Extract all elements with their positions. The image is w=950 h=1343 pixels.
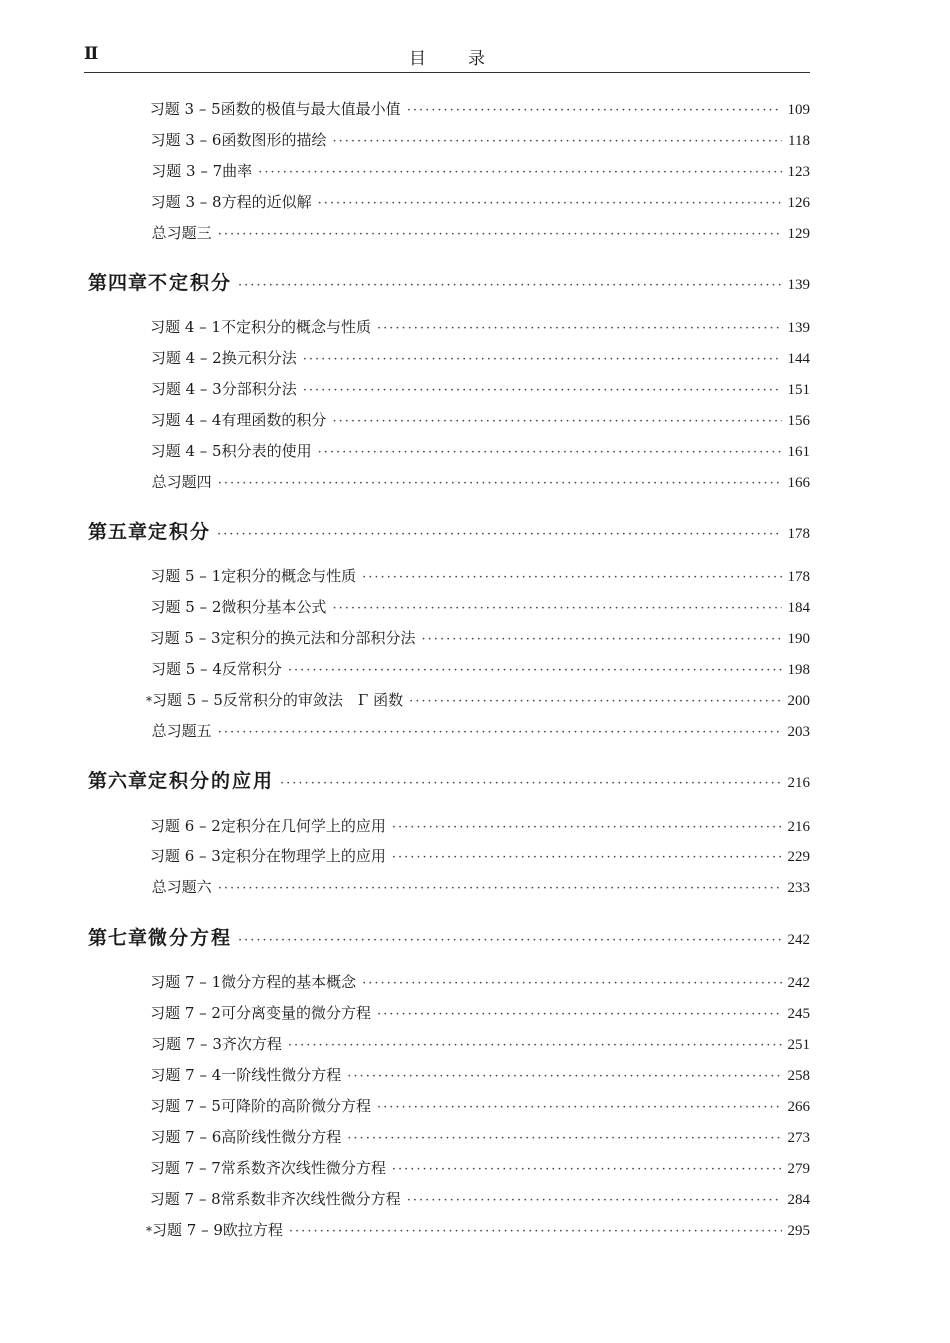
- dot-leader: [407, 1193, 782, 1208]
- toc-summary-entry[interactable]: [146, 222, 810, 246]
- page-ref: 229: [787, 849, 810, 865]
- dot-leader: [409, 694, 781, 709]
- exercise-number: 习题 3 – 7: [151, 162, 223, 180]
- exercise-number: 习题 5 – 1: [150, 567, 222, 585]
- exercise-number: 习题 5 – 2: [150, 598, 222, 616]
- running-title: 目录: [409, 49, 527, 69]
- exercise-number: 习题 7 – 9: [152, 1221, 223, 1239]
- chapter-number: 第六章: [88, 770, 149, 792]
- page-ref: 242: [787, 932, 810, 948]
- exercise-number: 习题 6 – 2: [149, 817, 221, 835]
- dot-leader: [422, 632, 782, 647]
- entry-title: 定积分在几何学上的应用: [220, 817, 386, 835]
- page-ref: 233: [787, 880, 810, 896]
- dot-leader: [217, 527, 781, 542]
- toc-exercise-entry[interactable]: [146, 971, 810, 995]
- toc-exercise-entry[interactable]: [146, 1126, 810, 1150]
- toc-exercise-entry[interactable]: [146, 815, 810, 839]
- page-ref: 242: [787, 975, 810, 991]
- dot-leader: [303, 383, 782, 398]
- toc-exercise-entry[interactable]: [146, 845, 810, 869]
- dot-leader: [332, 601, 781, 616]
- toc-chapter-entry[interactable]: [88, 268, 810, 296]
- toc-exercise-entry[interactable]: [146, 129, 810, 153]
- page-ref: 139: [787, 320, 810, 336]
- dot-leader: [407, 103, 782, 118]
- exercise-number: 习题 7 – 1: [150, 973, 222, 991]
- dot-leader: [288, 1038, 782, 1053]
- page-header: [84, 42, 810, 72]
- dot-leader: [362, 570, 781, 585]
- optional-marker: *: [146, 694, 152, 708]
- page-ref: 178: [787, 569, 810, 585]
- entry-title: 齐次方程: [221, 1035, 282, 1053]
- entry-title: 积分表的使用: [221, 442, 312, 460]
- exercise-number: 习题 5 – 3: [149, 629, 221, 647]
- entry-title: 方程的近似解: [221, 193, 312, 211]
- dot-leader: [218, 476, 782, 491]
- entry-title: 定积分的换元法和分部积分法: [220, 629, 416, 647]
- page-ref: 129: [787, 226, 810, 242]
- toc-summary-entry[interactable]: [146, 720, 810, 744]
- entry-title: 换元积分法: [221, 349, 297, 367]
- header-rule: [84, 72, 810, 73]
- exercise-number: 习题 4 – 3: [150, 380, 222, 398]
- chapter-number: 第四章: [88, 272, 149, 294]
- exercise-number: 习题 7 – 2: [150, 1004, 221, 1022]
- toc-exercise-entry[interactable]: [146, 191, 810, 215]
- page-ref: 216: [787, 775, 810, 791]
- entry-title: 定积分的概念与性质: [221, 567, 357, 585]
- chapter-title: 定积分: [148, 521, 212, 543]
- toc-summary-entry[interactable]: [146, 876, 810, 900]
- page-ref: 126: [787, 195, 810, 211]
- dot-leader: [332, 414, 781, 429]
- toc-exercise-entry[interactable]: [146, 1157, 810, 1181]
- exercise-number: 习题 7 – 7: [149, 1159, 221, 1177]
- entry-title: 曲率: [222, 162, 253, 180]
- exercise-number: 习题 7 – 6: [150, 1128, 222, 1146]
- page-number: Ⅱ: [84, 44, 99, 63]
- toc-exercise-entry[interactable]: [146, 409, 810, 433]
- entry-title: 定积分在物理学上的应用: [220, 847, 386, 865]
- entry-title: 可分离变量的微分方程: [220, 1004, 371, 1022]
- toc-exercise-entry[interactable]: [146, 1219, 810, 1243]
- page-ref: 200: [787, 693, 810, 709]
- page-ref: 258: [787, 1068, 810, 1084]
- exercise-number: 习题 5 – 5: [152, 691, 223, 709]
- dot-leader: [218, 881, 782, 896]
- dot-leader: [377, 1100, 782, 1115]
- entry-title: 常系数齐次线性微分方程: [220, 1159, 386, 1177]
- page-ref: 118: [788, 133, 810, 149]
- page-ref: 245: [787, 1006, 810, 1022]
- exercise-number: 习题 3 – 6: [150, 131, 222, 149]
- entry-title: 总习题六: [151, 878, 212, 896]
- toc-chapter-entry[interactable]: [88, 923, 810, 951]
- dot-leader: [303, 352, 782, 367]
- toc-exercise-entry[interactable]: [146, 378, 810, 402]
- entry-title: 函数图形的描绘: [221, 131, 327, 149]
- toc-exercise-entry[interactable]: [146, 1033, 810, 1057]
- page-ref: 216: [787, 819, 810, 835]
- toc-exercise-entry[interactable]: [146, 98, 810, 122]
- page-ref: 139: [787, 277, 810, 293]
- page-ref: 166: [787, 475, 810, 491]
- page-ref: 156: [787, 413, 810, 429]
- dot-leader: [347, 1069, 781, 1084]
- dot-leader: [332, 134, 782, 149]
- dot-leader: [392, 820, 782, 835]
- toc-exercise-entry[interactable]: [146, 347, 810, 371]
- dot-leader: [392, 1162, 782, 1177]
- page-ref: 295: [787, 1223, 810, 1239]
- entry-title: 微分方程的基本概念: [221, 973, 357, 991]
- toc-exercise-entry[interactable]: [146, 160, 810, 184]
- dot-leader: [238, 278, 781, 293]
- chapter-number: 第五章: [88, 521, 149, 543]
- exercise-number: 习题 5 – 4: [150, 660, 222, 678]
- entry-title: 可降阶的高阶微分方程: [220, 1097, 371, 1115]
- dot-leader: [377, 1007, 782, 1022]
- exercise-number: 习题 7 – 8: [149, 1190, 221, 1208]
- toc-exercise-entry[interactable]: [146, 689, 810, 713]
- chapter-title: 不定积分: [148, 272, 233, 294]
- toc-exercise-entry[interactable]: [146, 440, 810, 464]
- exercise-number: 习题 4 – 4: [150, 411, 222, 429]
- exercise-number: 习题 4 – 5: [150, 442, 222, 460]
- dot-leader: [392, 850, 782, 865]
- page-ref: 273: [787, 1130, 810, 1146]
- dot-leader: [288, 663, 782, 678]
- exercise-number: 习题 7 – 5: [150, 1097, 221, 1115]
- toc-exercise-entry[interactable]: [146, 596, 810, 620]
- dot-leader: [280, 776, 781, 791]
- dot-leader: [362, 976, 781, 991]
- dot-leader: [318, 445, 782, 460]
- exercise-number: 习题 6 – 3: [149, 847, 221, 865]
- page-ref: 284: [787, 1192, 810, 1208]
- page-ref: 151: [787, 382, 810, 398]
- page-ref: 109: [787, 102, 810, 118]
- page-ref: 190: [787, 631, 810, 647]
- entry-title: 欧拉方程: [222, 1221, 283, 1239]
- exercise-number: 习题 4 – 1: [150, 318, 221, 336]
- optional-marker: *: [146, 1224, 152, 1238]
- page-ref: 251: [787, 1037, 810, 1053]
- entry-title: 不定积分的概念与性质: [220, 318, 371, 336]
- page-ref: 279: [787, 1161, 810, 1177]
- dot-leader: [289, 1224, 782, 1239]
- exercise-number: 习题 7 – 4: [150, 1066, 222, 1084]
- page-ref: 144: [787, 351, 810, 367]
- page-ref: 178: [787, 526, 810, 542]
- toc-summary-entry[interactable]: [146, 471, 810, 495]
- page-ref: 123: [787, 164, 810, 180]
- page-ref: 266: [787, 1099, 810, 1115]
- dot-leader: [218, 227, 782, 242]
- exercise-number: 习题 4 – 2: [150, 349, 222, 367]
- page-ref: 198: [787, 662, 810, 678]
- toc-chapter-entry[interactable]: [88, 766, 810, 794]
- dot-leader: [318, 196, 782, 211]
- chapter-number: 第七章: [88, 927, 149, 949]
- exercise-number: 习题 3 – 8: [150, 193, 222, 211]
- entry-title: 常系数非齐次线性微分方程: [220, 1190, 401, 1208]
- toc-exercise-entry[interactable]: [146, 1064, 810, 1088]
- entry-title: 反常积分: [221, 660, 282, 678]
- exercise-number: 习题 3 – 5: [149, 100, 221, 118]
- entry-title: 总习题三: [151, 224, 212, 242]
- toc-exercise-entry[interactable]: [146, 1095, 810, 1119]
- toc-exercise-entry[interactable]: [146, 1002, 810, 1026]
- toc-chapter-entry[interactable]: [88, 517, 810, 545]
- page-ref: 184: [787, 600, 810, 616]
- entry-title: 分部积分法: [221, 380, 297, 398]
- entry-title: 一阶线性微分方程: [221, 1066, 342, 1084]
- page-ref: 161: [787, 444, 810, 460]
- chapter-title: 定积分的应用: [148, 770, 275, 792]
- entry-title: 微积分基本公式: [221, 598, 327, 616]
- entry-title: 总习题四: [151, 473, 212, 491]
- entry-title: 函数的极值与最大值最小值: [220, 100, 401, 118]
- chapter-title: 微分方程: [148, 927, 233, 949]
- toc-exercise-entry[interactable]: [146, 316, 810, 340]
- entry-title: 有理函数的积分: [221, 411, 327, 429]
- toc-exercise-entry[interactable]: [146, 658, 810, 682]
- entry-title: 总习题五: [151, 722, 212, 740]
- toc-exercise-entry[interactable]: [146, 565, 810, 589]
- dot-leader: [347, 1131, 781, 1146]
- entry-title: 高阶线性微分方程: [221, 1128, 342, 1146]
- dot-leader: [218, 725, 782, 740]
- dot-leader: [377, 321, 782, 336]
- toc-exercise-entry[interactable]: [146, 627, 810, 651]
- dot-leader: [238, 933, 781, 948]
- dot-leader: [258, 165, 781, 180]
- exercise-number: 习题 7 – 3: [150, 1035, 222, 1053]
- page-ref: 203: [787, 724, 810, 740]
- entry-title: 反常积分的审敛法 Γ 函数: [222, 691, 404, 709]
- toc-exercise-entry[interactable]: [146, 1188, 810, 1212]
